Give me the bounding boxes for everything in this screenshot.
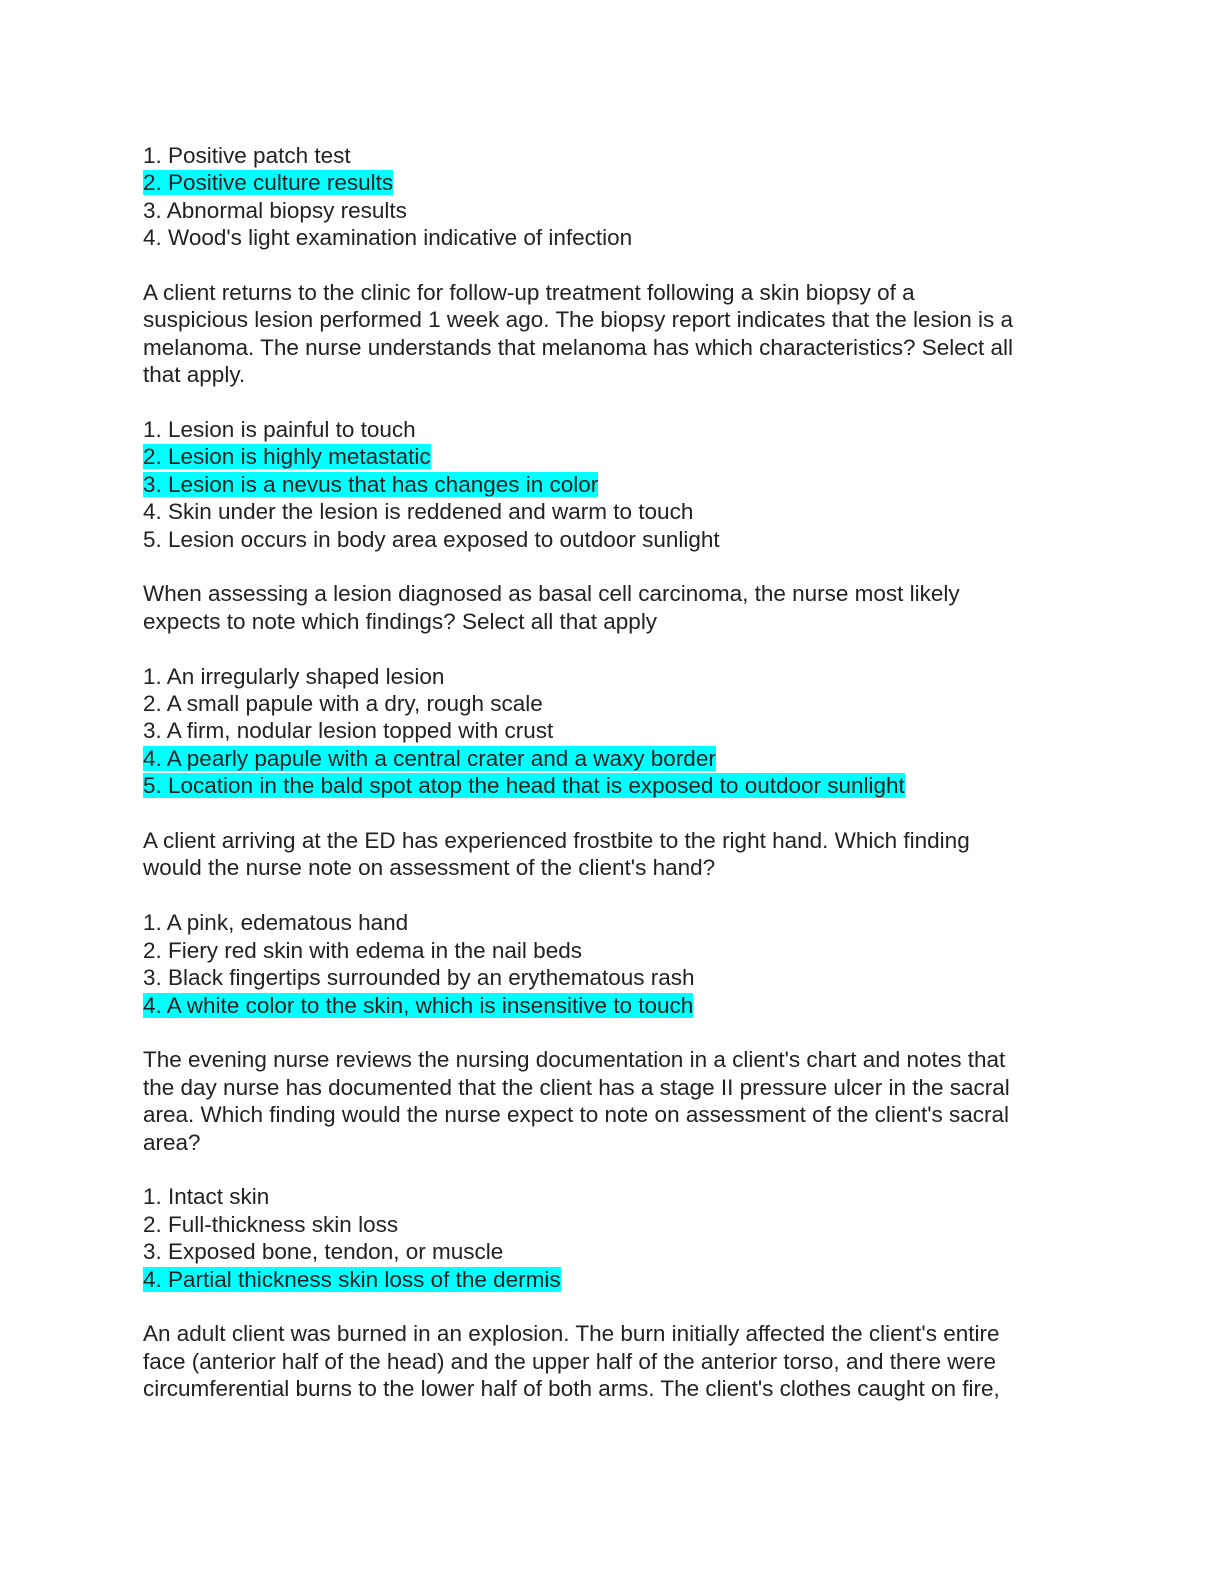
answer-option [143, 142, 1083, 169]
question-line: expects to note which findings? Select all that apply [143, 608, 658, 634]
answer-option [143, 416, 1083, 443]
answer-option [143, 663, 1083, 690]
answer-text: 2. Fiery red skin with edema in the nail beds [143, 937, 582, 963]
answer-option [143, 992, 1083, 1019]
question-line: area. Which finding would the nurse expect to note on assessment of the client's sacral [143, 1102, 1010, 1128]
question-text [143, 279, 1083, 389]
answer-text: 4. Wood's light examination indicative of infection [143, 225, 633, 251]
answer-option [143, 690, 1083, 717]
answer-option [143, 471, 1083, 498]
highlighted-answer-text: 4. A white color to the skin, which is insensitive to touch [143, 992, 694, 1018]
answer-option [143, 1183, 1083, 1210]
answer-text: 1. A pink, edematous hand [143, 910, 409, 936]
highlighted-answer-text: 5. Location in the bald spot atop the head that is exposed to outdoor sunlight [143, 773, 905, 799]
question-line: the day nurse has documented that the client has a stage II pressure ulcer in the sacral [143, 1074, 1010, 1100]
answer-options [143, 416, 1083, 553]
highlighted-answer-text: 4. Partial thickness skin loss of the dermis [143, 1266, 561, 1292]
question-line: A client arriving at the ED has experienced frostbite to the right hand. Which finding [143, 828, 970, 854]
answer-option [143, 443, 1083, 470]
answer-text: 5. Lesion occurs in body area exposed to outdoor sunlight [143, 526, 720, 552]
answer-text: 3. A firm, nodular lesion topped with crust [143, 718, 554, 744]
question-line: A client returns to the clinic for follow-up treatment following a skin biopsy of a [143, 280, 915, 306]
highlighted-answer-text: 3. Lesion is a nevus that has changes in color [143, 471, 599, 497]
answer-option [143, 498, 1083, 525]
question-line: When assessing a lesion diagnosed as basal cell carcinoma, the nurse most likely [143, 581, 960, 607]
question-line: An adult client was burned in an explosion. The burn initially affected the client's entire [143, 1321, 1000, 1347]
question-line: face (anterior half of the head) and the upper half of the anterior torso, and there were [143, 1348, 997, 1374]
answer-options [143, 909, 1083, 1019]
highlighted-answer-text: 4. A pearly papule with a central crater and a waxy border [143, 745, 716, 771]
question-line: would the nurse note on assessment of the client's hand? [143, 855, 716, 881]
answer-option [143, 1211, 1083, 1238]
answer-text: 1. Intact skin [143, 1184, 270, 1210]
question-text [143, 580, 1083, 635]
answer-option [143, 964, 1083, 991]
answer-options [143, 663, 1083, 800]
question-line: melanoma. The nurse understands that melanoma has which characteristics? Select all [143, 334, 1014, 360]
answer-option [143, 197, 1083, 224]
answer-option [143, 717, 1083, 744]
answer-text: 3. Abnormal biopsy results [143, 197, 407, 223]
answer-text: 2. A small papule with a dry, rough scale [143, 691, 543, 717]
question-text [143, 1046, 1083, 1156]
question-text [143, 827, 1083, 882]
question-line: area? [143, 1129, 201, 1155]
answer-text: 4. Skin under the lesion is reddened and warm to touch [143, 499, 694, 525]
answer-text: 1. Lesion is painful to touch [143, 417, 416, 443]
answer-option [143, 745, 1083, 772]
answer-option [143, 526, 1083, 553]
question-line: The evening nurse reviews the nursing documentation in a client's chart and notes that [143, 1047, 1006, 1073]
question-line: that apply. [143, 362, 246, 388]
question-text [143, 1320, 1083, 1402]
highlighted-answer-text: 2. Lesion is highly metastatic [143, 444, 431, 470]
answer-option [143, 772, 1083, 799]
answer-text: 1. Positive patch test [143, 143, 351, 168]
answer-options [143, 1183, 1083, 1293]
answer-options [143, 142, 1083, 252]
highlighted-answer-text: 2. Positive culture results [143, 170, 394, 196]
answer-option [143, 909, 1083, 936]
answer-option [143, 224, 1083, 251]
answer-option [143, 1266, 1083, 1293]
answer-text: 3. Black fingertips surrounded by an erythematous rash [143, 965, 695, 991]
answer-text: 3. Exposed bone, tendon, or muscle [143, 1239, 504, 1265]
answer-text: 1. An irregularly shaped lesion [143, 663, 445, 689]
question-line: suspicious lesion performed 1 week ago. The biopsy report indicates that the lesion is a [143, 307, 1014, 333]
answer-option [143, 169, 1083, 196]
document-page [143, 142, 1083, 1430]
answer-option [143, 1238, 1083, 1265]
answer-option [143, 937, 1083, 964]
answer-text: 2. Full-thickness skin loss [143, 1211, 399, 1237]
question-line: circumferential burns to the lower half of both arms. The client's clothes caught on fire, [143, 1376, 1000, 1402]
